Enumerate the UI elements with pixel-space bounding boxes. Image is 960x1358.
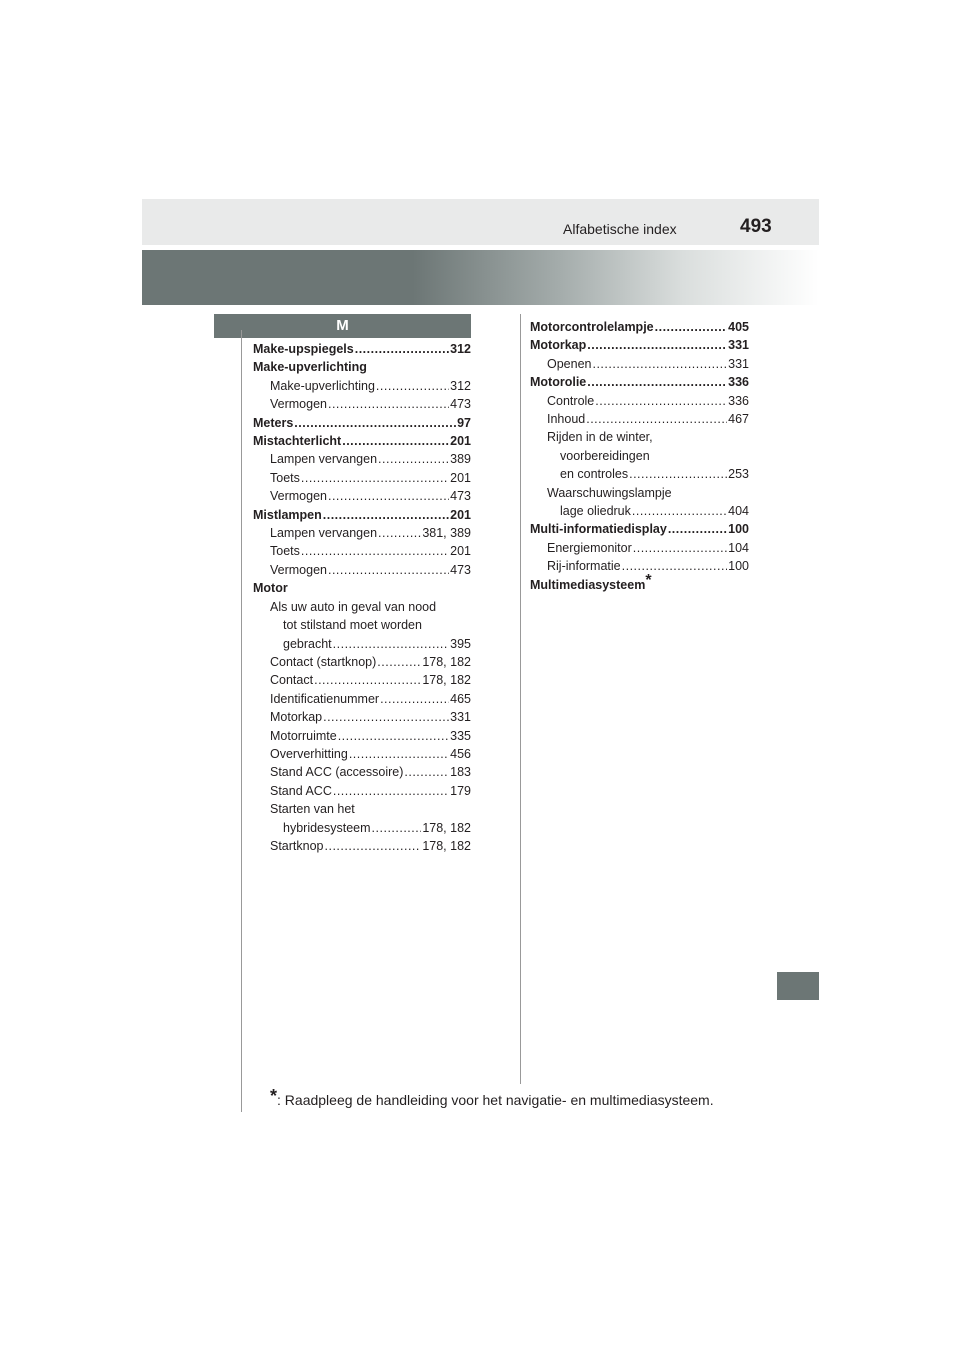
index-term: tot stilstand moet worden <box>283 618 422 633</box>
index-term: Vermogen <box>270 397 327 412</box>
index-heading <box>530 428 749 446</box>
index-page-ref: 473 <box>450 397 471 412</box>
leader-dots <box>587 373 727 391</box>
index-page-ref: 395 <box>450 636 471 651</box>
left-margin-rule <box>241 330 242 1112</box>
index-entry <box>253 395 471 413</box>
index-heading <box>530 447 749 465</box>
index-page-ref: 336 <box>728 375 749 390</box>
index-page-ref: 389 <box>450 452 471 467</box>
leader-dots <box>587 336 727 354</box>
index-column-left <box>253 340 471 855</box>
leader-dots <box>592 355 727 373</box>
index-entry <box>253 671 471 689</box>
index-entry <box>530 520 749 538</box>
index-entry <box>253 432 471 450</box>
index-term: Mistlampen <box>253 507 322 522</box>
page-number: 493 <box>740 216 772 237</box>
index-entry <box>530 318 749 336</box>
index-term: hybridesysteem <box>283 820 371 835</box>
leader-dots <box>301 542 449 560</box>
index-term: Make-upspiegels <box>253 342 354 356</box>
index-term: Energiemonitor <box>547 540 632 555</box>
index-term: Multi-informatiedisplay <box>530 522 667 537</box>
index-term: Inhoud <box>547 412 586 427</box>
index-term: Motorruimte <box>270 728 337 743</box>
index-heading <box>253 358 471 376</box>
leader-dots <box>595 392 727 410</box>
index-term: Contact (startknop) <box>270 654 377 669</box>
leader-dots <box>633 539 727 557</box>
index-term: Waarschuwingslampje <box>547 485 672 500</box>
index-term: Als uw auto in geval van nood <box>270 599 437 614</box>
index-heading <box>253 579 471 597</box>
leader-dots <box>380 690 449 708</box>
index-entry <box>253 469 471 487</box>
index-term: Openen <box>547 356 592 371</box>
index-term: voorbereidingen <box>560 448 650 463</box>
index-page-ref: 336 <box>728 393 749 408</box>
leader-dots <box>404 763 449 781</box>
index-entry <box>253 763 471 781</box>
leader-dots <box>333 782 449 800</box>
index-page-ref: 405 <box>728 320 749 334</box>
index-page-ref: 331 <box>450 710 471 725</box>
index-page-ref: 331 <box>728 338 749 353</box>
index-term: Identificatienummer <box>270 691 380 706</box>
index-entry <box>253 377 471 395</box>
index-term: lage oliedruk <box>560 504 631 519</box>
index-page-ref: 104 <box>728 540 749 555</box>
leader-dots <box>328 561 449 579</box>
index-term: Toets <box>270 544 300 559</box>
leader-dots <box>301 469 449 487</box>
leader-dots <box>378 450 449 468</box>
index-term: Contact <box>270 673 314 688</box>
page-header-title: Alfabetische index <box>563 221 677 237</box>
footnote <box>270 1086 714 1108</box>
header-gradient-band <box>142 250 819 305</box>
index-entry <box>253 635 471 653</box>
index-term: Motor <box>253 581 288 596</box>
index-page-ref: 179 <box>450 783 471 798</box>
chapter-thumb-tab <box>777 972 819 1000</box>
index-term: en controles <box>560 467 629 482</box>
leader-dots <box>586 410 727 428</box>
index-entry <box>253 524 471 542</box>
index-entry <box>253 745 471 763</box>
index-page-ref: 404 <box>728 504 749 519</box>
index-term: Make-upverlichting <box>253 360 367 375</box>
index-entry <box>253 653 471 671</box>
index-column-right <box>530 318 749 594</box>
index-page-ref: 100 <box>728 522 749 537</box>
index-entry <box>253 487 471 505</box>
leader-dots <box>632 502 727 520</box>
index-entry <box>530 336 749 354</box>
index-entry <box>253 340 471 358</box>
index-term: Make-upverlichting <box>270 378 375 393</box>
index-page-ref: 178, 182 <box>422 654 471 669</box>
index-page-ref: 178, 182 <box>422 673 471 688</box>
index-term: Toets <box>270 470 300 485</box>
index-page-ref: 467 <box>728 412 749 427</box>
leader-dots <box>376 377 449 395</box>
index-entry <box>530 502 749 520</box>
index-term: Lampen vervangen <box>270 452 378 467</box>
index-term: Stand ACC (accessoire) <box>270 765 404 780</box>
index-entry <box>530 373 749 391</box>
index-heading <box>253 800 471 818</box>
index-page-ref: 178, 182 <box>422 820 471 835</box>
index-term: Mistachterlicht <box>253 434 342 449</box>
leader-dots <box>377 653 421 671</box>
index-page-ref: 473 <box>450 562 471 577</box>
index-page-ref: 97 <box>457 415 471 430</box>
index-term: Startknop <box>270 838 324 853</box>
index-page-ref: 178, 182 <box>422 838 471 853</box>
leader-dots <box>629 465 727 483</box>
index-term: Rijden in de winter, <box>547 430 653 445</box>
index-page-ref: 456 <box>450 746 471 761</box>
leader-dots <box>333 635 449 653</box>
index-entry <box>253 561 471 579</box>
leader-dots <box>355 340 449 358</box>
index-heading <box>530 484 749 502</box>
index-heading <box>253 616 471 634</box>
index-page-ref: 312 <box>450 342 471 356</box>
index-entry <box>253 542 471 560</box>
index-term: Stand ACC <box>270 783 332 798</box>
index-term: Motorolie <box>530 375 587 390</box>
index-page-ref: 253 <box>728 467 749 482</box>
index-term: Vermogen <box>270 562 327 577</box>
leader-dots <box>325 837 422 855</box>
index-heading <box>530 571 749 594</box>
leader-dots <box>294 414 456 432</box>
index-entry <box>253 782 471 800</box>
leader-dots <box>378 524 421 542</box>
column-divider <box>520 314 521 1084</box>
leader-dots <box>668 520 727 538</box>
index-page-ref: 183 <box>450 765 471 780</box>
index-page-ref: 335 <box>450 728 471 743</box>
index-page-ref: 465 <box>450 691 471 706</box>
index-term: Multimediasysteem <box>530 577 646 592</box>
index-page-ref: 201 <box>450 507 471 522</box>
leader-dots <box>323 708 449 726</box>
index-entry <box>253 819 471 837</box>
leader-dots <box>338 727 449 745</box>
index-term: gebracht <box>283 636 332 651</box>
index-page-ref: 201 <box>450 434 471 449</box>
leader-dots <box>342 432 449 450</box>
index-entry <box>530 539 749 557</box>
index-entry <box>253 414 471 432</box>
index-entry <box>253 690 471 708</box>
index-page-ref: 381, 389 <box>422 526 471 541</box>
leader-dots <box>349 745 449 763</box>
index-heading <box>253 598 471 616</box>
index-term: Motorcontrolelampje <box>530 320 654 334</box>
leader-dots <box>372 819 422 837</box>
index-page-ref: 100 <box>728 559 749 574</box>
index-term: Controle <box>547 393 595 408</box>
leader-dots <box>622 557 728 575</box>
index-entry <box>530 392 749 410</box>
index-term: Motorkap <box>270 710 323 725</box>
index-term: Rij-informatie <box>547 559 621 574</box>
footnote-asterisk: * <box>270 1086 278 1106</box>
footnote-text: : Raadpleeg de handleiding voor het navigatie- en multimediasysteem. <box>277 1092 714 1108</box>
leader-dots <box>323 506 449 524</box>
index-entry <box>253 450 471 468</box>
leader-dots <box>328 395 449 413</box>
leader-dots <box>328 487 449 505</box>
section-letter-tab: M <box>214 314 471 338</box>
index-entry <box>530 557 749 575</box>
index-entry <box>530 355 749 373</box>
index-entry <box>530 465 749 483</box>
index-entry <box>253 506 471 524</box>
index-term: Oververhitting <box>270 746 348 761</box>
index-entry <box>253 727 471 745</box>
index-page-ref: 201 <box>450 544 471 559</box>
asterisk-marker: * <box>645 571 652 589</box>
index-term: Vermogen <box>270 489 327 504</box>
index-page-ref: 331 <box>728 356 749 371</box>
index-page-ref: 201 <box>450 470 471 485</box>
index-entry <box>253 708 471 726</box>
index-term: Motorkap <box>530 338 587 353</box>
index-entry <box>253 837 471 855</box>
index-term: Lampen vervangen <box>270 526 378 541</box>
leader-dots <box>655 318 728 336</box>
header-bar <box>142 199 819 245</box>
index-page-ref: 473 <box>450 489 471 504</box>
index-entry <box>530 410 749 428</box>
leader-dots <box>314 671 421 689</box>
index-page-ref: 312 <box>450 378 471 393</box>
index-term: Meters <box>253 415 294 430</box>
index-term: Starten van het <box>270 802 355 817</box>
